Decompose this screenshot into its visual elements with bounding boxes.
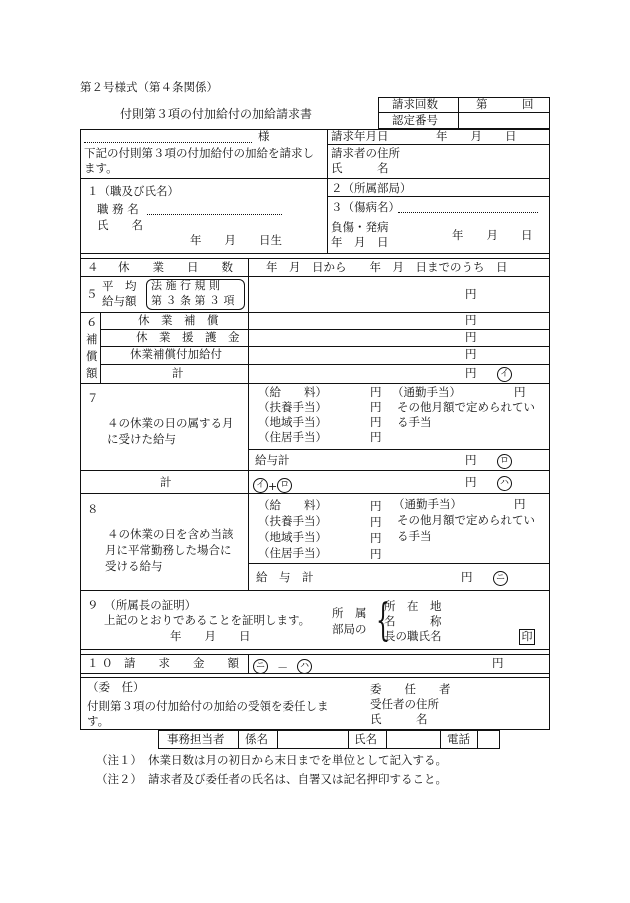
seal-box: 印 xyxy=(519,629,535,645)
regional-allowance-yen[interactable]: 円 xyxy=(370,415,382,429)
claimant-name-label: 氏 名 xyxy=(331,161,389,175)
sec8-subtotal-yen[interactable]: 円 xyxy=(461,570,473,584)
sec8-housing-allowance-label: （住居手当） xyxy=(258,546,327,560)
employee-name-label: 氏 名 xyxy=(97,218,143,232)
sec6-label-1: 補 xyxy=(86,332,98,346)
family-allowance-yen[interactable]: 円 xyxy=(370,400,382,414)
request-count-field[interactable]: 第 回 xyxy=(476,97,534,111)
sec8-description-3: 受ける給与 xyxy=(105,559,163,573)
sec8-housing-allowance-yen[interactable]: 円 xyxy=(370,547,382,561)
injury-onset-label: 負傷・発病 xyxy=(331,220,389,234)
job-title-label: 職 務 名 xyxy=(97,202,139,216)
dept-location-label: 所 在 地 xyxy=(384,599,442,613)
dept-label-2: 部局の xyxy=(332,622,367,636)
claim-amount-formula xyxy=(253,656,312,675)
sec7-subtotal-yen[interactable]: 円 xyxy=(465,453,477,467)
staff-name-field[interactable] xyxy=(388,731,439,748)
dept-label: 所 属 xyxy=(332,606,367,620)
note-1-text: 休業日数は月の初日から末日までを単位として記入する。 xyxy=(148,753,447,767)
certification-text: 上記のとおりであることを証明します。 xyxy=(104,613,311,627)
request-count-label: 請求回数 xyxy=(392,97,438,111)
addressee-suffix: 様 xyxy=(258,129,270,143)
regional-allowance-label: （地域手当） xyxy=(258,415,327,429)
claimant-address-label: 請求者の住所 xyxy=(331,146,400,160)
sec8-number: ８ xyxy=(87,502,99,516)
certification-date-field[interactable]: 年 月 日 xyxy=(170,629,251,643)
cert-number-field[interactable] xyxy=(460,114,548,128)
sec8-regional-allowance-yen[interactable]: 円 xyxy=(370,531,382,545)
form-number: 第２号様式（第４条関係） xyxy=(80,80,218,94)
sec8-regional-allowance-label: （地域手当） xyxy=(258,530,327,544)
cert-number-label: 認定番号 xyxy=(392,113,438,127)
mark-ni-circle: ニ xyxy=(493,571,508,586)
sec8-salary-yen[interactable]: 円 xyxy=(370,499,382,513)
family-allowance-label: （扶養手当） xyxy=(258,400,327,414)
sec9-title: ９ （所属長の証明） xyxy=(87,598,197,612)
sec8-subtotal-label: 給 与 計 xyxy=(256,570,314,584)
sec6-number: ６ xyxy=(86,315,98,329)
leave-days-field[interactable]: 年 月 日から 年 月 日までのうち 日 xyxy=(266,260,508,274)
compensation-total-yen[interactable]: 円 xyxy=(465,366,477,380)
injury-onset-label-2: 年 月 日 xyxy=(331,235,389,249)
sec7-subtotal-label: 給与計 xyxy=(255,453,290,467)
sec8-other-allowance-label: その他月額で定められてい xyxy=(397,513,535,527)
total-yen[interactable]: 円 xyxy=(465,475,477,489)
law-reference: 法 施 行 規 則 xyxy=(151,279,220,292)
dept-brace: { xyxy=(376,595,390,646)
sec10-number: １０ xyxy=(87,656,116,670)
commute-allowance-yen[interactable]: 円 xyxy=(514,385,526,399)
mark-ha-circle: ハ xyxy=(497,476,512,491)
avg-wage-yen[interactable]: 円 xyxy=(465,287,477,301)
mark-ro-circle: ロ xyxy=(497,454,512,469)
plus-sign: + xyxy=(268,480,278,493)
sec1-title: １（職及び氏名） xyxy=(87,184,179,198)
salary-label: （給 料） xyxy=(258,385,327,399)
housing-allowance-label: （住居手当） xyxy=(258,430,327,444)
formula-mark-ha: ハ xyxy=(297,659,312,674)
sec4-number: ４ xyxy=(87,260,99,274)
staff-name-label: 氏名 xyxy=(354,732,377,746)
job-title-field[interactable] xyxy=(147,214,282,215)
form-title: 付則第３項の付加給付の加給請求書 xyxy=(120,107,313,121)
leave-days-label: 休 業 日 数 xyxy=(118,260,233,274)
sec8-description-2: 月に平常勤務した場合に xyxy=(105,543,232,557)
staff-section-label: 係名 xyxy=(245,732,268,746)
sec2-title: ２（所属部局） xyxy=(331,181,412,195)
leave-aid-label: 休 業 援 護 金 xyxy=(136,330,240,344)
claim-date-field[interactable]: 年 月 日 xyxy=(436,129,517,143)
injury-date-field[interactable]: 年 月 日 xyxy=(452,228,533,242)
sec6-label-2: 償 xyxy=(86,349,98,363)
sec8-family-allowance-label: （扶養手当） xyxy=(258,514,327,528)
sec8-commute-allowance-yen[interactable]: 円 xyxy=(514,497,526,511)
law-reference-2: 第 ３ 条 第 ３ 項 xyxy=(151,294,235,307)
housing-allowance-yen[interactable]: 円 xyxy=(370,430,382,444)
claim-date-label: 請求年月日 xyxy=(331,129,389,143)
sec3-title: ３（傷病名） xyxy=(331,200,400,214)
staff-section-field[interactable] xyxy=(279,731,347,748)
leave-aid-yen[interactable]: 円 xyxy=(465,330,477,344)
commute-allowance-label: （通勤手当） xyxy=(392,385,461,399)
formula-mark-ro: ロ xyxy=(277,478,292,493)
avg-wage-label: 平 均 xyxy=(102,279,137,293)
total-label: 計 xyxy=(160,475,172,489)
injury-name-field[interactable] xyxy=(398,212,538,213)
sec8-other-allowance-label-2: る手当 xyxy=(397,529,432,543)
request-statement: 下記の付則第３項の付加給付の加給を請求し xyxy=(84,146,314,160)
sec7-description: ４の休業の日の属する月 xyxy=(107,416,234,430)
delegation-text: 付則第３項の付加給付の加給の受領を委任しま xyxy=(87,699,329,713)
dept-name-label: 名 称 xyxy=(384,614,442,628)
note-2-text: 請求者及び委任者の氏名は、自署又は記名押印すること。 xyxy=(148,772,447,786)
sec8-commute-allowance-label: （通勤手当） xyxy=(393,497,462,511)
other-allowance-label-2: る手当 xyxy=(397,415,432,429)
dept-chief-label: 長の職氏名 xyxy=(384,629,442,643)
sec8-family-allowance-yen[interactable]: 円 xyxy=(370,515,382,529)
compensation-total-label: 計 xyxy=(172,366,184,380)
delegation-text-2: す。 xyxy=(87,714,110,728)
formula-mark-ni: ニ xyxy=(253,659,268,674)
note-1-key: （注１） xyxy=(96,753,142,767)
leave-compensation-label: 休 業 補 償 xyxy=(138,313,219,327)
salary-yen[interactable]: 円 xyxy=(370,385,382,399)
claim-amount-yen[interactable]: 円 xyxy=(492,656,504,670)
delegator-label: 委 任 者 xyxy=(370,682,451,696)
additional-benefit-label: 休業補償付加給付 xyxy=(130,347,222,361)
additional-benefit-yen[interactable]: 円 xyxy=(465,347,477,361)
staff-phone-field[interactable] xyxy=(479,731,499,748)
sec6-label-3: 額 xyxy=(86,366,98,380)
minus-sign: － xyxy=(277,661,289,674)
sec8-description: ４の休業の日を含め当該 xyxy=(107,527,234,541)
delegate-address-label: 受任者の住所 xyxy=(370,697,439,711)
request-statement-cont: ます。 xyxy=(84,161,118,175)
sec7-description-2: に受けた給与 xyxy=(107,432,176,446)
sec7-number: ７ xyxy=(87,391,99,405)
leave-compensation-yen[interactable]: 円 xyxy=(465,313,477,327)
avg-wage-label-2: 給与額 xyxy=(102,294,137,308)
other-allowance-label: その他月額で定められてい xyxy=(397,400,535,414)
sec5-number: ５ xyxy=(86,287,98,301)
staff-label: 事務担当者 xyxy=(167,732,225,746)
delegation-title: （委 任） xyxy=(87,680,145,694)
birth-date-field[interactable]: 年 月 日生 xyxy=(190,233,282,247)
note-2-key: （注２） xyxy=(96,772,142,786)
total-formula xyxy=(253,475,292,494)
mark-i-circle: イ xyxy=(497,367,512,382)
sec8-salary-label: （給 料） xyxy=(258,498,327,512)
claim-amount-label: 請 求 金 額 xyxy=(124,656,239,670)
staff-phone-label: 電話 xyxy=(447,732,470,746)
formula-mark-i: イ xyxy=(253,478,268,493)
delegate-name-label: 氏 名 xyxy=(370,712,428,726)
